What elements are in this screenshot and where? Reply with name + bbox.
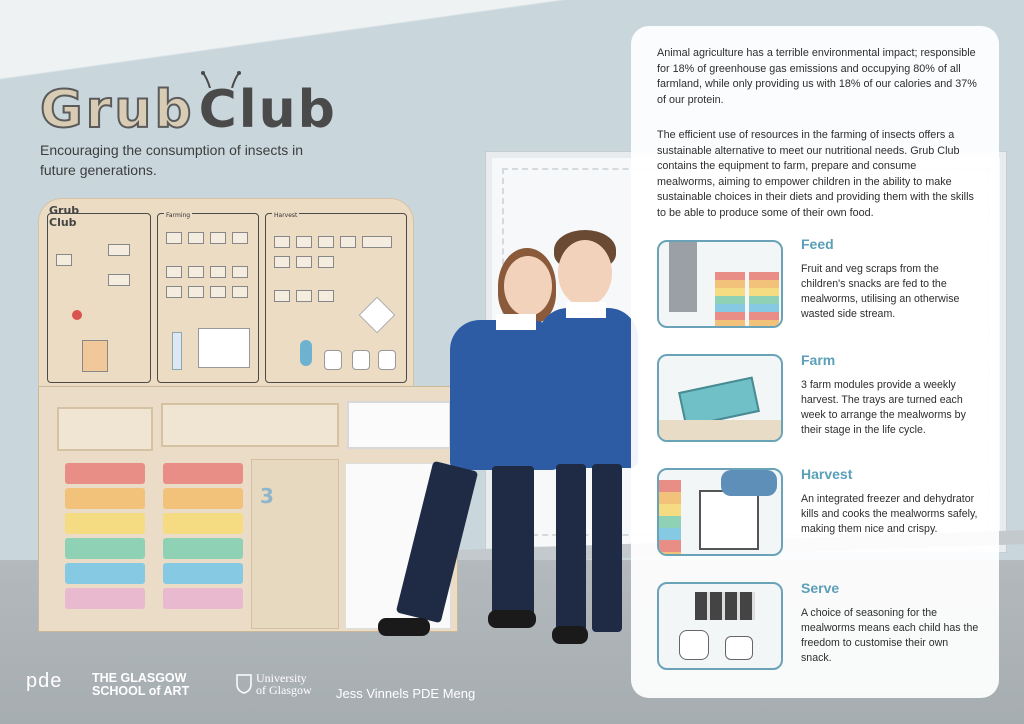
diagram-cell [296,236,312,248]
farm-illustration [657,354,783,442]
shoe [378,618,430,636]
thermometer-icon [172,332,182,370]
farming-panel [157,213,259,383]
step-title-farm: Farm [801,352,836,368]
diagram-cell [108,274,130,286]
diagram-cell [166,232,182,244]
gsa-line2: SCHOOL of ART [92,684,190,698]
step-title-harvest: Harvest [801,466,853,482]
shirt-collar [496,314,536,330]
trays-sketch [659,480,681,556]
pegboard [38,198,414,390]
step-text-farm: 3 farm modules provide a weekly harvest. The trays are turned each week to arrange the mealworms by their stage in the life cycle. [801,379,966,436]
diagram-cell [274,290,290,302]
logo-club-label: Club [198,80,337,140]
tray [65,538,145,559]
child-girl [380,246,560,646]
cabinet-door [251,459,339,629]
intro-paragraph-1: Animal agriculture has a terrible environmental impact; responsible for 18% of greenhouse gas emissions and occupying 80% of all farmland, while only providing us with 18% of our calories and 37% of our protein. [657,47,977,106]
shoe [488,610,536,628]
glasgow-school-of-art-logo [92,672,189,698]
trays-sketch [749,272,779,326]
drawer [161,403,339,447]
gsa-line1: THE GLASGOW [92,671,187,685]
tray [163,563,243,584]
trays-sketch [715,272,745,326]
diagram-cell [296,256,312,268]
diagram-cell [274,256,290,268]
diagram-cell [166,286,182,298]
university-of-glasgow-logo [236,672,312,696]
seasoning-shaker-icon [324,350,342,370]
arm-sketch [721,470,777,496]
shirt-collar [566,302,606,318]
tray [65,563,145,584]
antenna-icon [223,70,241,88]
tagline: Encouraging the consumption of insects in future generations. [40,142,304,178]
diagram-cell [318,290,334,302]
jumper [538,308,638,468]
shoe [552,626,588,644]
diagram-cell [166,266,182,278]
seasoning-shaker-icon [352,350,370,370]
tray [65,488,145,509]
step-text-harvest: An integrated freezer and dehydrator kills and cooks the mealworms safely, making them nice and crispy. [801,493,978,535]
diagram-cell [340,236,356,248]
diagram-cell [108,244,130,256]
diagram-cell [56,254,72,266]
tray [163,588,243,609]
diagram-cell [274,236,290,248]
leg [396,461,478,623]
diagram-cell [210,232,226,244]
seasoning-rack-sketch [695,592,755,620]
freezer-sketch [699,490,759,550]
diagram-cell [188,286,204,298]
scoop-icon [300,340,312,366]
feed-illustration [657,240,783,328]
tray [163,488,243,509]
info-panel [47,213,151,383]
person-leg-sketch [669,242,697,312]
diagram-cell [232,286,248,298]
uog-line2: of Glasgow [256,683,312,697]
grub-club-logo [40,72,337,140]
board-logo-line1: Grub [49,204,80,217]
leg [592,464,622,632]
farming-label: Farming [166,212,191,219]
diagram-cell [232,266,248,278]
step-title-serve: Serve [801,580,840,596]
diagram-cell [188,266,204,278]
diagram-cell [318,256,334,268]
step-text-feed: Fruit and veg scraps from the children's snacks are fed to the mealworms, utilising an otherwise wasted side stream. [801,263,960,320]
step-text-serve: A choice of seasoning for the mealworms means each child has the freedom to customise their own snack. [801,607,979,664]
tray [163,513,243,534]
author-credit: Jess Vinnels PDE Meng [336,686,476,701]
harvest-label: Harvest [274,212,298,219]
serve-illustration [657,582,783,670]
uog-line1: University [256,671,307,685]
crest-icon [236,674,252,694]
tray [65,513,145,534]
tray [65,588,145,609]
board-logo-line2: Club [49,216,77,229]
tray-column [61,463,151,621]
antenna-icon [201,70,219,88]
logo-grub-text: Grub [40,80,195,140]
step-title-feed: Feed [801,236,834,252]
diagram-cell [296,290,312,302]
leg [556,464,586,632]
apple-icon [72,310,82,320]
tray-diagram [82,340,108,372]
diagram-cell [188,232,204,244]
tray [163,463,243,484]
bowl-sketch [725,636,753,660]
diagram-cell [232,232,248,244]
tray [65,463,145,484]
pde-logo: pde [26,670,63,692]
diagram-cell [210,286,226,298]
face [558,240,612,306]
harvest-illustration [657,468,783,556]
tray [163,538,243,559]
hand-sketch [679,630,709,660]
diagram-cell [210,266,226,278]
logo-club-text [198,80,337,140]
intro-paragraph-2: The efficient use of resources in the farming of insects offers a sustainable alternative to meet our nutritional needs. Grub Club contains the equipment to farm, prepare and consume mealworms, aiming to empower children in the ability to make sustainable choices in their diets and providing them with the skills to be able to produce some of their own food. [657,129,974,219]
module-number: 3 [260,484,274,508]
cabinet-sketch [659,420,783,442]
diagram-cell [318,236,334,248]
leg [492,466,534,616]
drawer [57,407,153,451]
info-card [631,26,999,698]
display-screen [198,328,250,368]
tray-column [159,463,249,621]
